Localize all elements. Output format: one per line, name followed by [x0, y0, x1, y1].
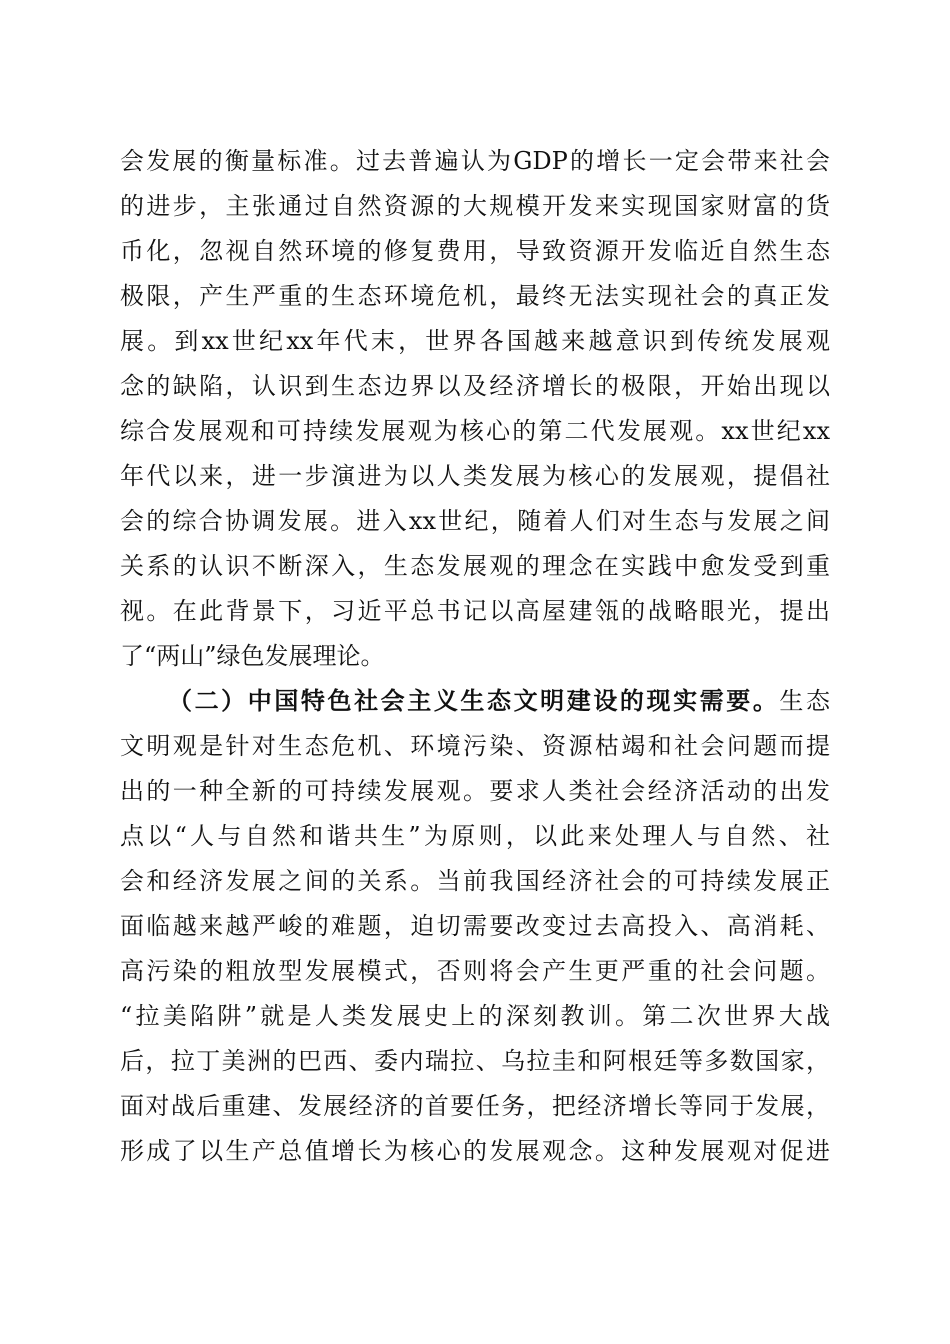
paragraph1-line-4: 极限，产生严重的生态环境危机，最终无法实现社会的真正发 — [120, 282, 830, 310]
paragraph2-line-8: “拉美陷阱”就是人类发展史上的深刻教训。第二次世界大战 — [120, 1002, 830, 1030]
paragraph2-line-9: 后，拉丁美洲的巴西、委内瑞拉、乌拉圭和阿根廷等多数国家， — [120, 1047, 830, 1075]
paragraph1-line-9: 会的综合协调发展。进入xx世纪，随着人们对生态与发展之间 — [120, 507, 830, 535]
section-heading: （二）中国特色社会主义生态文明建设的现实需要。 — [168, 686, 780, 715]
paragraph2-line-11: 形成了以生产总值增长为核心的发展观念。这种发展观对促进 — [120, 1137, 830, 1165]
paragraph1-line-12: 了“两山”绿色发展理论。 — [120, 642, 385, 670]
paragraph1-line-11: 视。在此背景下，习近平总书记以高屋建瓴的战略眼光，提出 — [120, 597, 830, 625]
paragraph1-line-2: 的进步，主张通过自然资源的大规模开发来实现国家财富的货 — [120, 192, 830, 220]
paragraph2-line-1 — [168, 686, 830, 716]
paragraph2-line-1-rest: 生态 — [779, 687, 831, 715]
paragraph1-line-5: 展。到xx世纪xx年代末，世界各国越来越意识到传统发展观 — [120, 327, 830, 355]
paragraph2-line-10: 面对战后重建、发展经济的首要任务，把经济增长等同于发展， — [120, 1092, 830, 1120]
paragraph2-line-7: 高污染的粗放型发展模式，否则将会产生更严重的社会问题。 — [120, 957, 830, 985]
paragraph1-line-3: 币化，忽视自然环境的修复费用，导致资源开发临近自然生态 — [120, 237, 830, 265]
paragraph2-line-2: 文明观是针对生态危机、环境污染、资源枯竭和社会问题而提 — [120, 732, 830, 760]
paragraph2-line-5: 会和经济发展之间的关系。当前我国经济社会的可持续发展正 — [120, 867, 830, 895]
paragraph1-line-10: 关系的认识不断深入，生态发展观的理念在实践中愈发受到重 — [120, 552, 830, 580]
paragraph1-line-7: 综合发展观和可持续发展观为核心的第二代发展观。xx世纪xx — [120, 417, 830, 445]
paragraph2-line-4: 点以“人与自然和谐共生”为原则，以此来处理人与自然、社 — [120, 822, 830, 850]
paragraph2-line-3: 出的一种全新的可持续发展观。要求人类社会经济活动的出发 — [120, 777, 830, 805]
paragraph1-line-6: 念的缺陷，认识到生态边界以及经济增长的极限，开始出现以 — [120, 372, 830, 400]
paragraph2-line-6: 面临越来越严峻的难题，迫切需要改变过去高投入、高消耗、 — [120, 912, 830, 940]
paragraph1-line-8: 年代以来，进一步演进为以人类发展为核心的发展观，提倡社 — [120, 462, 830, 490]
paragraph1-line-1: 会发展的衡量标准。过去普遍认为GDP的增长一定会带来社会 — [120, 147, 830, 175]
